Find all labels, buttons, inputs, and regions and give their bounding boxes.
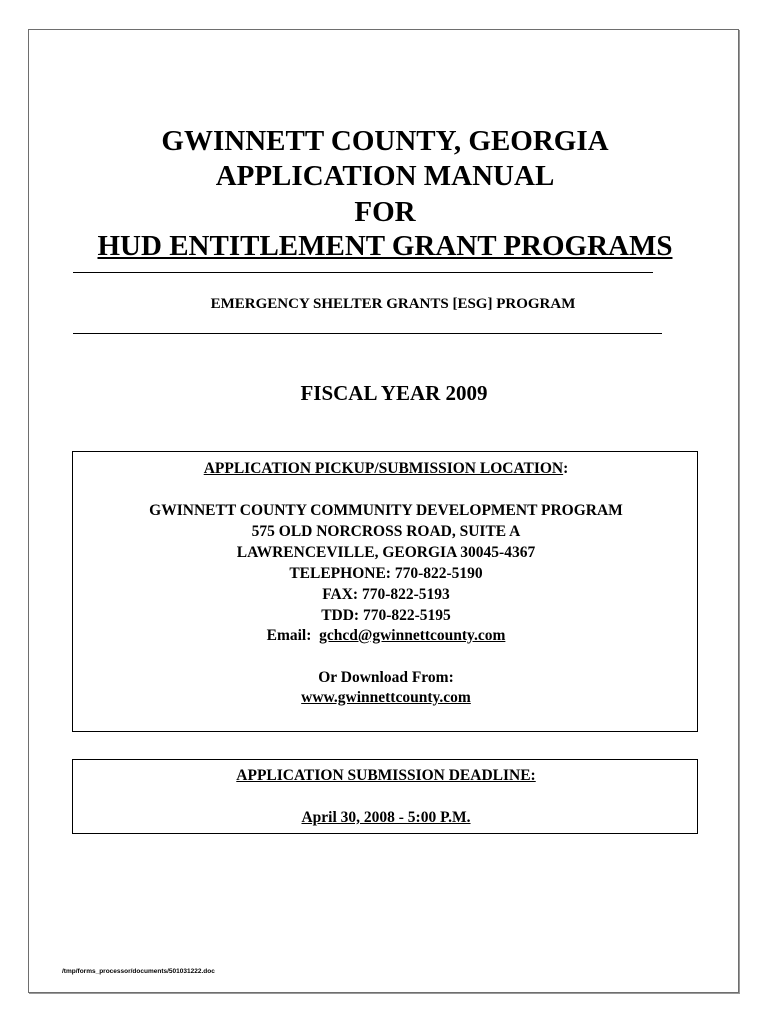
title-programs: HUD ENTITLEMENT GRANT PROGRAMS <box>97 230 673 262</box>
organization-name: GWINNETT COUNTY COMMUNITY DEVELOPMENT PROGRAM <box>149 502 623 519</box>
deadline-heading: APPLICATION SUBMISSION DEADLINE: <box>236 767 536 784</box>
divider-bottom <box>73 333 662 334</box>
email-row <box>73 626 699 646</box>
tdd: TDD: 770-822-5195 <box>321 607 451 624</box>
location-heading-text: APPLICATION PICKUP/SUBMISSION LOCATION <box>203 460 564 477</box>
divider-top <box>73 272 653 273</box>
title-manual: APPLICATION MANUAL <box>215 160 555 192</box>
download-row <box>73 688 699 708</box>
telephone: TELEPHONE: 770-822-5190 <box>289 565 483 582</box>
fax: FAX: 770-822-5193 <box>322 586 450 603</box>
email-label: Email: <box>266 627 320 644</box>
download-label: Or Download From: <box>318 669 454 686</box>
location-heading <box>73 459 699 479</box>
deadline-box <box>72 759 698 834</box>
program-name: EMERGENCY SHELTER GRANTS [ESG] PROGRAM <box>210 296 576 312</box>
address-street: 575 OLD NORCROSS ROAD, SUITE A <box>251 523 521 540</box>
address-city: LAWRENCEVILLE, GEORGIA 30045-4367 <box>236 544 536 561</box>
deadline-date: April 30, 2008 - 5:00 P.M. <box>301 809 471 826</box>
title-for: FOR <box>354 196 416 228</box>
location-box <box>72 451 698 732</box>
footer-file-path: /tmp/forms_processor/documents/501031222.doc <box>62 968 215 975</box>
email-link[interactable]: gchcd@gwinnettcounty.com <box>319 627 506 644</box>
title-county: GWINNETT COUNTY, GEORGIA <box>161 125 609 157</box>
location-heading-colon: : <box>563 460 569 477</box>
fiscal-year: FISCAL YEAR 2009 <box>300 381 488 405</box>
deadline-heading-row <box>73 766 699 786</box>
download-link[interactable]: www.gwinnettcounty.com <box>301 689 471 706</box>
deadline-date-row <box>73 808 699 828</box>
